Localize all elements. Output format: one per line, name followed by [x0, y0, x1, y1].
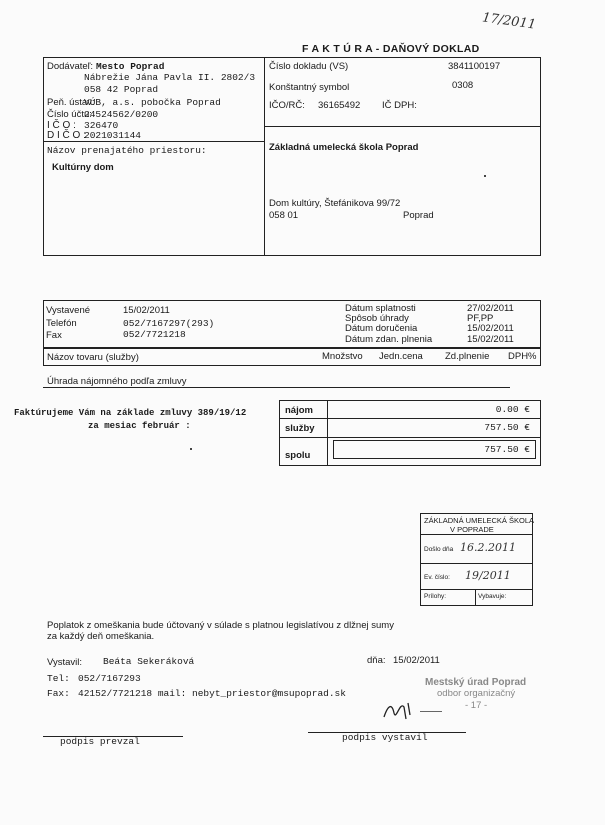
- customer-zip: 058 01: [269, 210, 299, 221]
- speck: [190, 448, 192, 450]
- item-line: Úhrada nájomného podľa zmluvy: [47, 376, 187, 387]
- invoice-text-2: za mesiac február :: [88, 421, 191, 431]
- services-label: služby: [285, 423, 315, 434]
- issue-date-label: dňa:: [367, 655, 386, 666]
- payment-value: PF,PP: [467, 313, 494, 324]
- account-label: Číslo účtu:: [47, 109, 92, 120]
- stamp-subtitle: V POPRADE: [450, 525, 494, 534]
- col-name: Názov tovaru (služby): [47, 352, 139, 363]
- delivery-label: Dátum doručenia: [345, 323, 418, 334]
- signature-received-label: podpis prevzal: [60, 736, 140, 747]
- supplier-street: Nábrežie Jána Pavla II. 2802/3: [84, 72, 256, 83]
- ks-value: 0308: [452, 80, 474, 91]
- services-value: 757.50 €: [484, 422, 530, 433]
- supplier-name: Mesto Poprad: [96, 61, 165, 72]
- supplier-label: Dodávateľ:: [47, 61, 94, 72]
- office-stamp-line2: odbor organizačný: [437, 688, 516, 699]
- fax-value: 052/7721218: [123, 329, 186, 340]
- total-label: spolu: [285, 450, 311, 461]
- customer-ico-label: IČO/RČ:: [269, 100, 305, 111]
- supplier-ico: 326470: [84, 120, 119, 131]
- phone-value: 052/7167297(293): [123, 318, 215, 329]
- issued-date: 15/02/2011: [123, 305, 170, 316]
- bank-label: Peň. ústav:: [47, 97, 95, 108]
- col-base: Zd.plnenie: [445, 351, 490, 362]
- office-stamp-line1: Mestský úrad Poprad: [425, 677, 527, 688]
- customer-street: Dom kultúry, Štefánikova 99/72: [269, 198, 401, 209]
- issuer-fax-mail: 42152/7721218 mail: nebyt_priestor@msupoprad.sk: [78, 688, 346, 699]
- signature-scribble: [380, 695, 420, 725]
- bank-name: VÚB, a.s. pobočka Poprad: [84, 97, 221, 108]
- vs-value: 3841100197: [448, 61, 501, 72]
- document-title: F A K T Ú R A - DAŇOVÝ DOKLAD: [302, 43, 480, 55]
- taxable-label: Dátum zdan. plnenia: [345, 334, 433, 345]
- supplier-city: 058 42 Poprad: [84, 84, 159, 95]
- stamp-received-date: 16.2.2011: [460, 541, 516, 554]
- issuer-fax-label: Fax:: [47, 688, 70, 699]
- stamp-number: 19/2011: [465, 569, 511, 582]
- vs-label: Číslo dokladu (VS): [269, 61, 349, 72]
- stamp-handler-label: Vybavuje:: [478, 593, 507, 600]
- col-unit-price: Jedn.cena: [379, 351, 423, 362]
- account-number: 24524562/0200: [84, 109, 159, 120]
- payment-label: Spôsob úhrady: [345, 313, 409, 324]
- customer-name: Základná umelecká škola Poprad: [269, 142, 419, 153]
- dph-label: IČ DPH:: [382, 100, 417, 111]
- rent-value: 0.00 €: [495, 404, 530, 415]
- handwritten-reference: 17/2011: [481, 10, 537, 33]
- issued-label: Vystavené: [46, 305, 91, 316]
- invoice-text-1: Faktúrujeme Vám na základe zmluvy 389/19/12: [14, 408, 247, 418]
- ks-label: Konštantný symbol: [269, 82, 350, 93]
- issuer-tel: 052/7167293: [78, 673, 141, 684]
- issue-date: 15/02/2011: [393, 655, 440, 666]
- issuer-tel-label: Tel:: [47, 673, 70, 684]
- taxable-date: 15/02/2011: [467, 334, 514, 345]
- fax-label: Fax: [46, 330, 62, 341]
- issuer-name: Beáta Sekeráková: [103, 656, 195, 667]
- penalty-note-2: za každý deň omeškania.: [47, 631, 155, 642]
- speck: [484, 175, 486, 177]
- stamp-number-label: Ev. číslo:: [424, 574, 450, 581]
- due-label: Dátum splatnosti: [345, 303, 416, 314]
- space-label: Názov prenajatého priestoru:: [47, 145, 207, 156]
- office-stamp-line3: - 17 -: [465, 700, 488, 711]
- due-date: 27/02/2011: [467, 303, 514, 314]
- supplier-ico-label: I Č O :: [47, 120, 76, 131]
- total-value: 757.50 €: [484, 444, 530, 455]
- customer-city: Poprad: [403, 210, 434, 221]
- stamp-title: ZÁKLADNÁ UMELECKÁ ŠKOLA: [424, 516, 535, 525]
- rent-label: nájom: [285, 405, 313, 416]
- phone-label: Telefón: [46, 318, 77, 329]
- customer-ico: 36165492: [318, 100, 361, 111]
- supplier-dic: 2021031144: [84, 130, 142, 141]
- supplier-dic-label: D I Č O :: [47, 130, 86, 141]
- issuer-label: Vystavil:: [47, 657, 83, 668]
- stamp-received-label: Došlo dňa: [424, 546, 454, 553]
- stamp-attachments-label: Prílohy:: [424, 593, 447, 600]
- delivery-date: 15/02/2011: [467, 323, 514, 334]
- space-name: Kultúrny dom: [52, 162, 114, 173]
- col-qty: Množstvo: [322, 351, 363, 362]
- col-vat: DPH%: [508, 351, 537, 362]
- penalty-note-1: Poplatok z omeškania bude účtovaný v súlade s platnou legislatívou z dlžnej sumy: [47, 620, 394, 631]
- signature-issued-label: podpis vystavil: [342, 732, 428, 743]
